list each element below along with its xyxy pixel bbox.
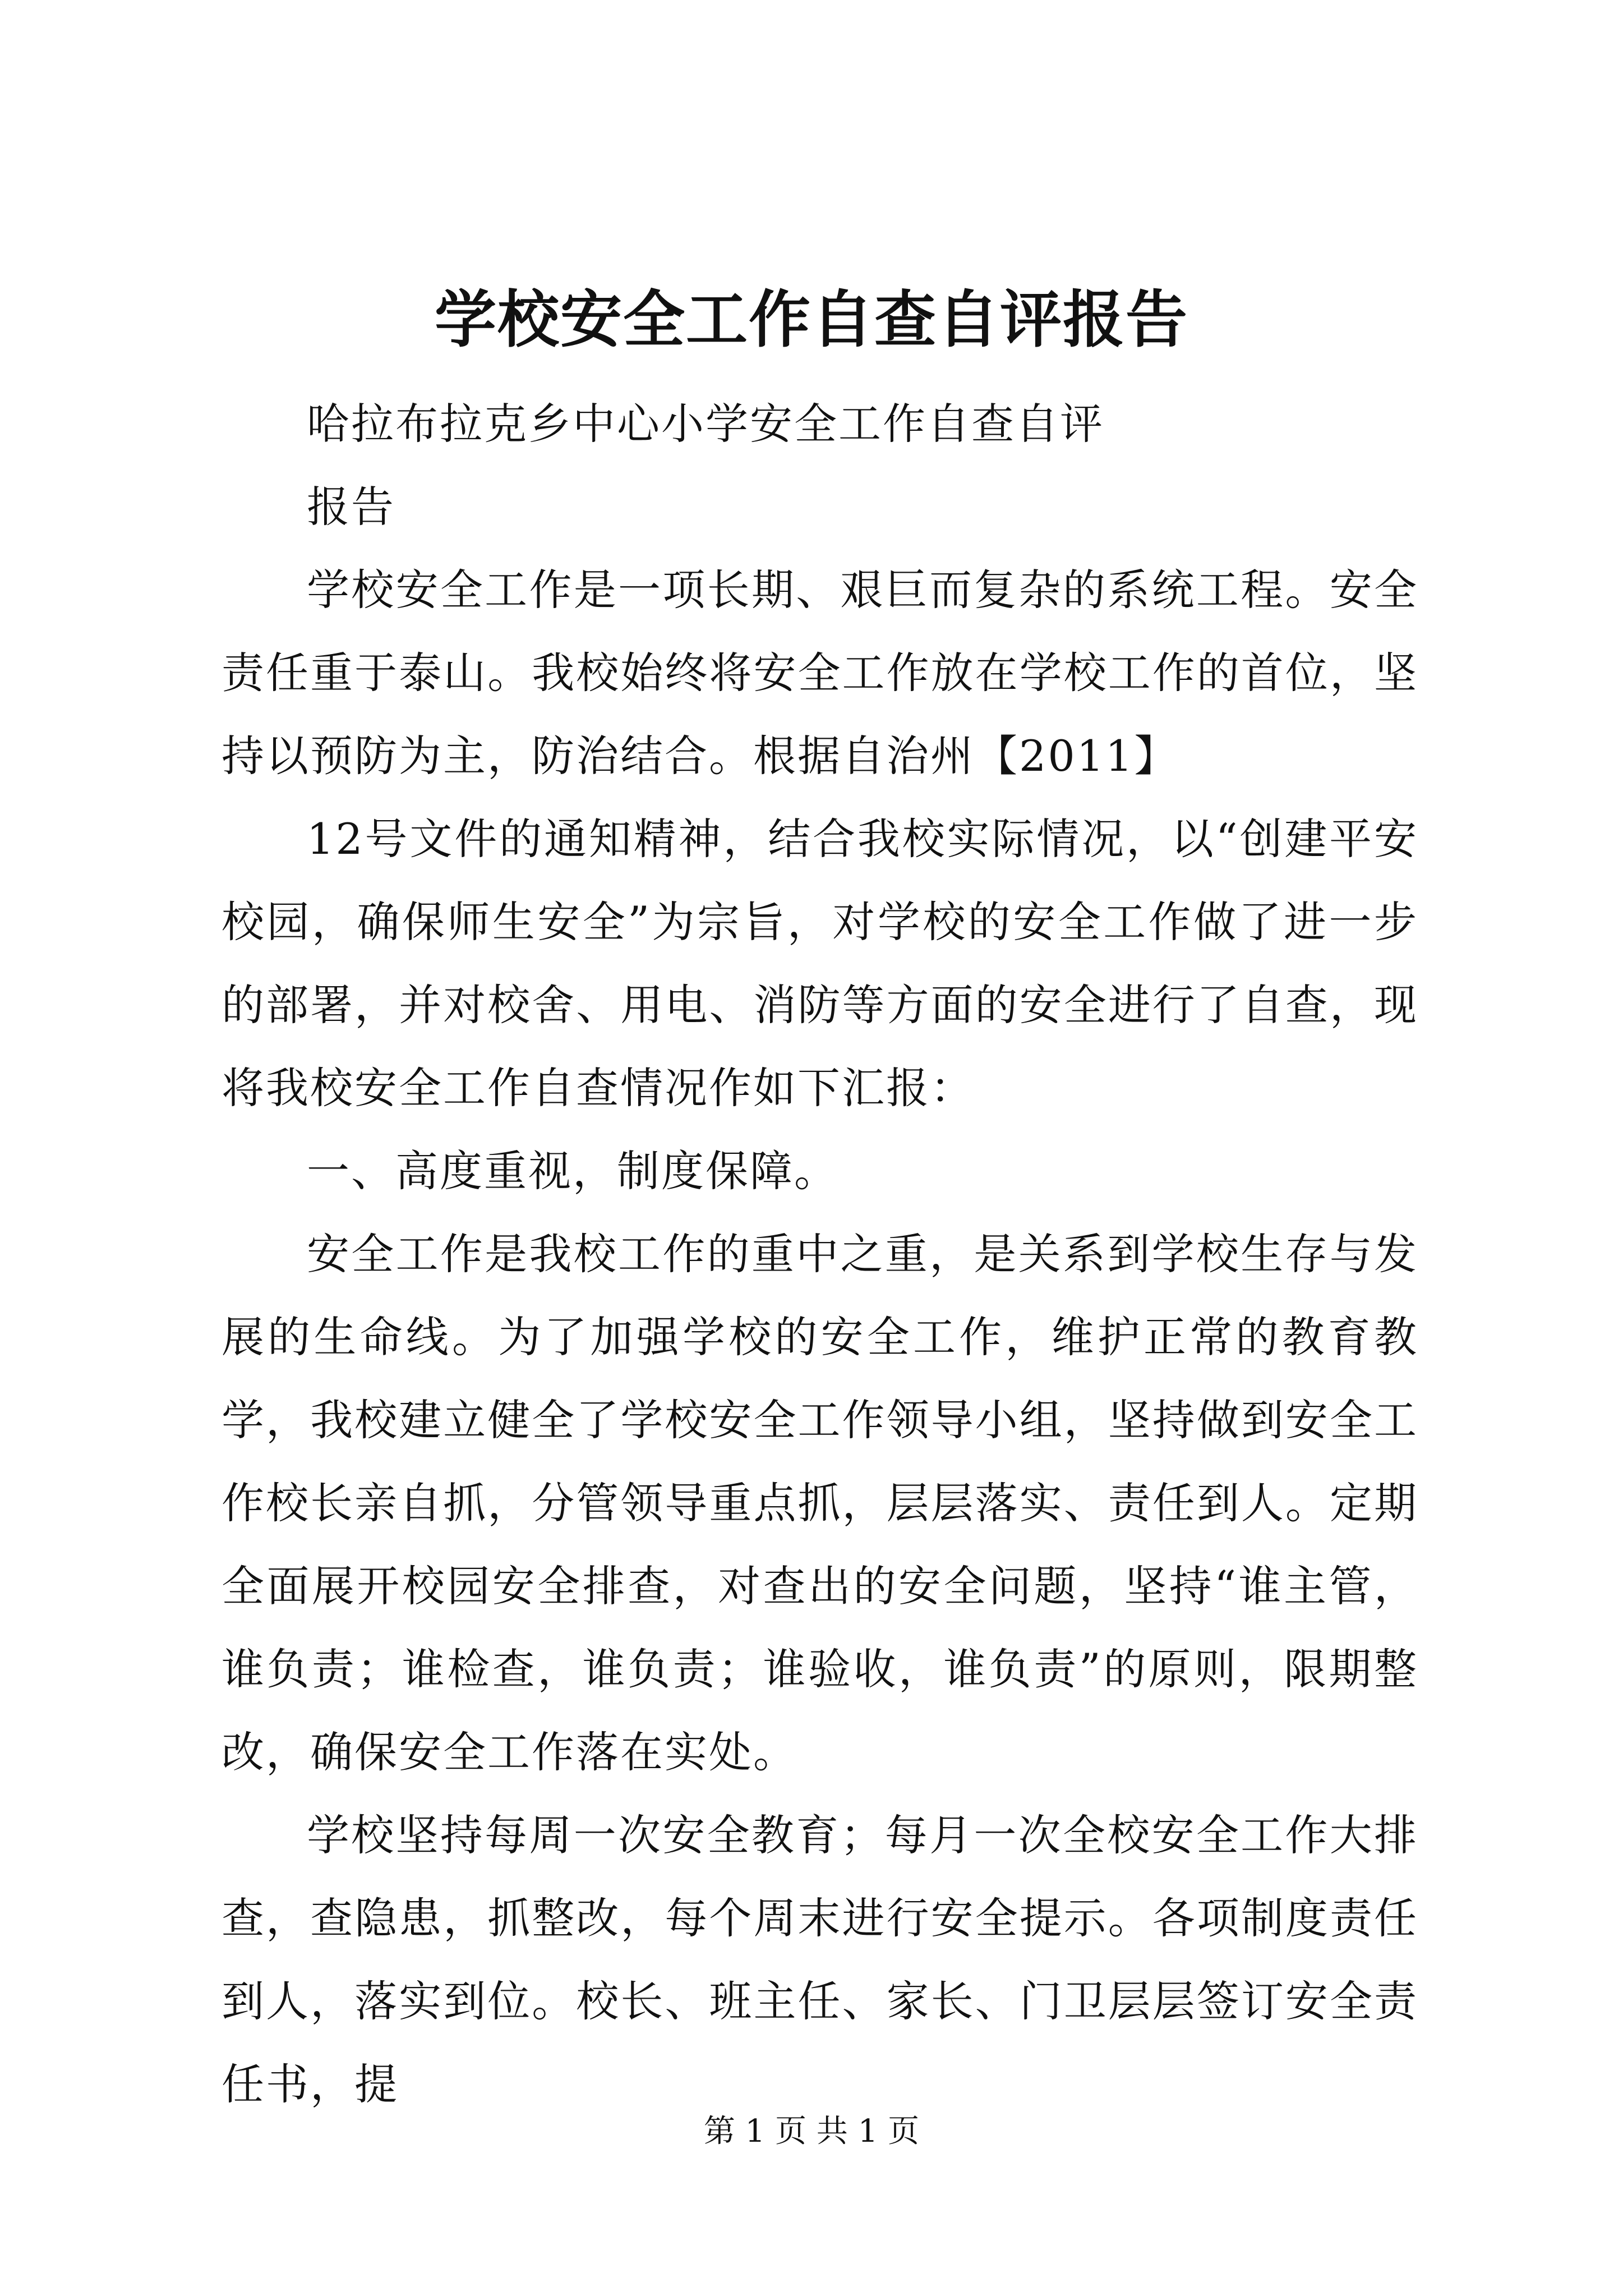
document-title: 学校安全工作自查自评报告: [435, 283, 1188, 356]
paragraph-subtitle: 哈拉布拉克乡中心小学安全工作自查自评: [307, 399, 1104, 449]
paragraph-document-reference: 12号文件的通知精神，结合我校实际情况，以“创建平安校园，确保师生安全”为宗旨，对学校的安全工作做了进一步的部署，并对校舍、用电、消防等方面的安全进行了自查，现将我校安全工作自查情况作如下汇报：: [222, 814, 1418, 1113]
paragraph-subtitle-continued: 报告: [307, 482, 395, 532]
section-heading-1: 一、高度重视，制度保障。: [307, 1146, 838, 1196]
paragraph-intro: 学校安全工作是一项长期、艰巨而复杂的系统工程。安全责任重于泰山。我校始终将安全工作放在学校工作的首位，坚持以预防为主，防治结合。根据自治州【2011】: [222, 565, 1418, 781]
page-footer: 第 1 页 共 1 页: [703, 2113, 920, 2150]
paragraph-section-1-body: 安全工作是我校工作的重中之重，是关系到学校生存与发展的生命线。为了加强学校的安全工作，维护正常的教育教学，我校建立健全了学校安全工作领导小组，坚持做到安全工作校长亲自抓，分管领导重点抓，层层落实、责任到人。定期全面展开校园安全排查，对查出的安全问题，坚持“谁主管，谁负责；谁检查，谁负责；谁验收，谁负责”的原则，限期整改，确保安全工作落在实处。: [222, 1229, 1418, 1777]
document-body: [222, 383, 1418, 2126]
paragraph-weekly-education: 学校坚持每周一次安全教育；每月一次全校安全工作大排查，查隐患，抓整改，每个周末进行安全提示。各项制度责任到人，落实到位。校长、班主任、家长、门卫层层签订安全责任书，提: [222, 1810, 1418, 2109]
